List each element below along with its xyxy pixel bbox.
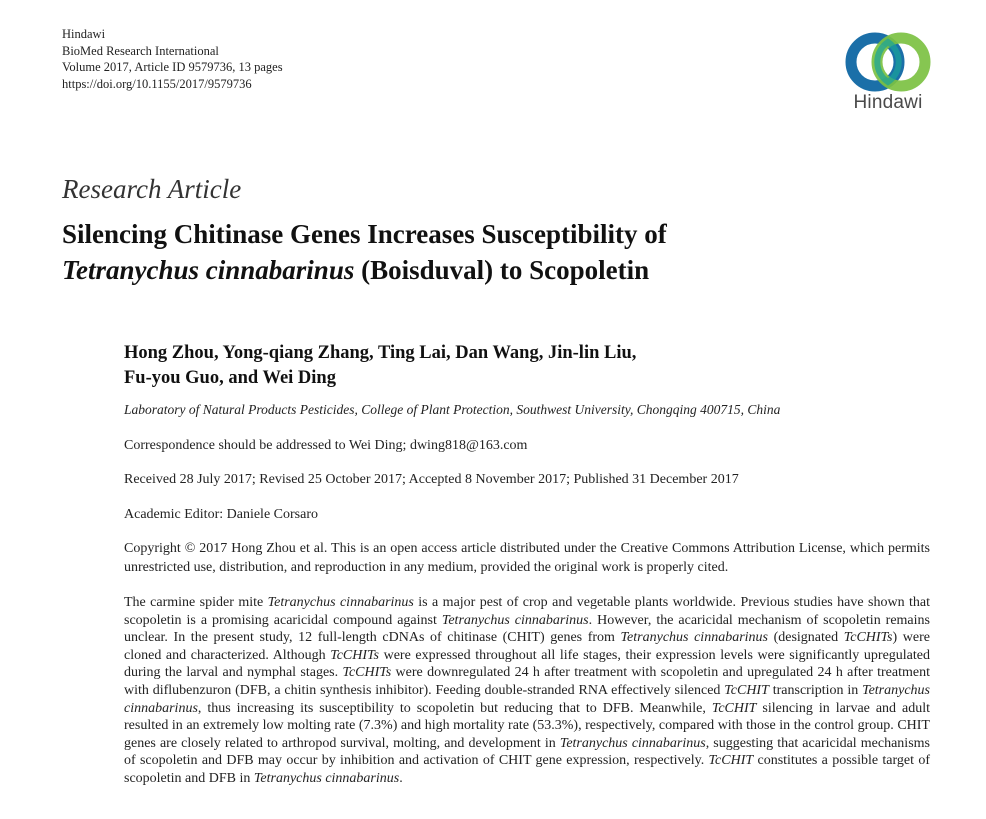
- publication-dates: Received 28 July 2017; Revised 25 October 2017; Accepted 8 November 2017; Published 31 December 2017: [124, 472, 739, 487]
- article-title: [62, 216, 922, 288]
- journal-header: [62, 26, 283, 92]
- abstract-italic-term: Tetranychus cinnabarinus: [441, 612, 589, 628]
- abstract-italic-term: TcCHIT: [708, 753, 754, 769]
- abstract-text: ) were cloned and characterized. Although: [124, 630, 930, 663]
- abstract-text: constitutes a possible target of scopoletin and DFB in: [124, 753, 931, 786]
- abstract-text: were expressed throughout all life stages, their expression levels were significantly upregulated during the larval and nymphal stages.: [124, 647, 930, 681]
- journal-name: BioMed Research International: [62, 43, 219, 58]
- abstract-text: silencing in larvae and adult resulted in an extremely low molting rate (7.3%) and high mortality rate (53.3%), respectively, compared with those in the control group. CHIT genes are closely related to arthropod survival, molting, and development in: [124, 700, 930, 751]
- title-line-1: Silencing Chitinase Genes Increases Susceptibility of: [62, 219, 667, 249]
- abstract-text: , suggesting that acaricidal mechanisms of scopoletin and DFB may occur by inhibition and activation of CHIT gene expression, respectively.: [124, 735, 930, 769]
- abstract-italic-term: TcCHITs: [330, 647, 379, 663]
- abstract-italic-term: Tetranychus cinnabarinus: [559, 735, 706, 751]
- academic-editor: Academic Editor: Daniele Corsaro: [124, 507, 318, 522]
- abstract-italic-term: TcCHITs: [342, 665, 392, 681]
- volume-info: Volume 2017, Article ID 9579736, 13 pages: [62, 60, 283, 74]
- title-line-2-rest: (Boisduval) to Scopoletin: [354, 255, 650, 285]
- abstract: [124, 594, 930, 788]
- abstract-italic-term: Tetranychus cinnabarinus: [124, 682, 930, 716]
- abstract-text: .: [399, 770, 403, 786]
- doi-link[interactable]: https://doi.org/10.1155/2017/9579736: [62, 76, 252, 91]
- abstract-italic-term: TcCHITs: [843, 630, 893, 646]
- abstract-italic-term: Tetranychus cinnabarinus: [620, 630, 768, 646]
- abstract-italic-term: Tetranychus cinnabarinus: [253, 770, 400, 786]
- abstract-text: is a major pest of crop and vegetable plants worldwide. Previous studies have shown that scopoletin is a promising acaricidal compound against: [124, 595, 930, 628]
- title-species: Tetranychus cinnabarinus: [62, 255, 355, 285]
- abstract-italic-term: Tetranychus cinnabarinus: [267, 595, 414, 610]
- abstract-text: were downregulated 24 h after treatment with scopoletin and upregulated 24 h after treatment with diflubenzuron (DFB, a chitin synthesis inhibitor). Feeding double-stranded RNA effectively silenced: [124, 665, 930, 698]
- abstract-text: The carmine spider mite: [124, 595, 268, 610]
- correspondence: Correspondence should be addressed to Wei Ding; dwing818@163.com: [124, 438, 528, 453]
- abstract-text: , thus increasing its susceptibility to scopoletin but reducing that to DFB. Meanwhile,: [197, 700, 712, 716]
- title-line-2: [62, 252, 922, 288]
- authors-line-2: Fu-you Guo, and Wei Ding: [124, 368, 336, 388]
- publisher-name: Hindawi: [62, 27, 106, 41]
- copyright-notice: Copyright © 2017 Hong Zhou et al. This is an open access article distributed under the Creative Commons Attribution License, which permits unrestricted use, distribution, and reproduction in any medium, provided the original work is properly cited.: [124, 541, 930, 575]
- abstract-italic-term: TcCHIT: [711, 700, 757, 716]
- abstract-text: . However, the acaricidal mechanism of scopoletin remains unclear. In the present study, 12 full-length cDNAs of chitinase (CHIT) genes from: [124, 612, 930, 646]
- abstract-text: transcription in: [768, 682, 863, 698]
- abstract-text: (designated: [767, 630, 844, 646]
- author-list: [124, 341, 884, 391]
- abstract-italic-term: TcCHIT: [724, 682, 769, 698]
- affiliation: Laboratory of Natural Products Pesticides, College of Plant Protection, Southwest University, Chongqing 400715, China: [124, 402, 781, 417]
- hindawi-wordmark: Hindawi: [853, 92, 923, 113]
- authors-line-1: Hong Zhou, Yong-qiang Zhang, Ting Lai, Dan Wang, Jin-lin Liu,: [124, 343, 637, 363]
- article-type: Research Article: [62, 174, 242, 204]
